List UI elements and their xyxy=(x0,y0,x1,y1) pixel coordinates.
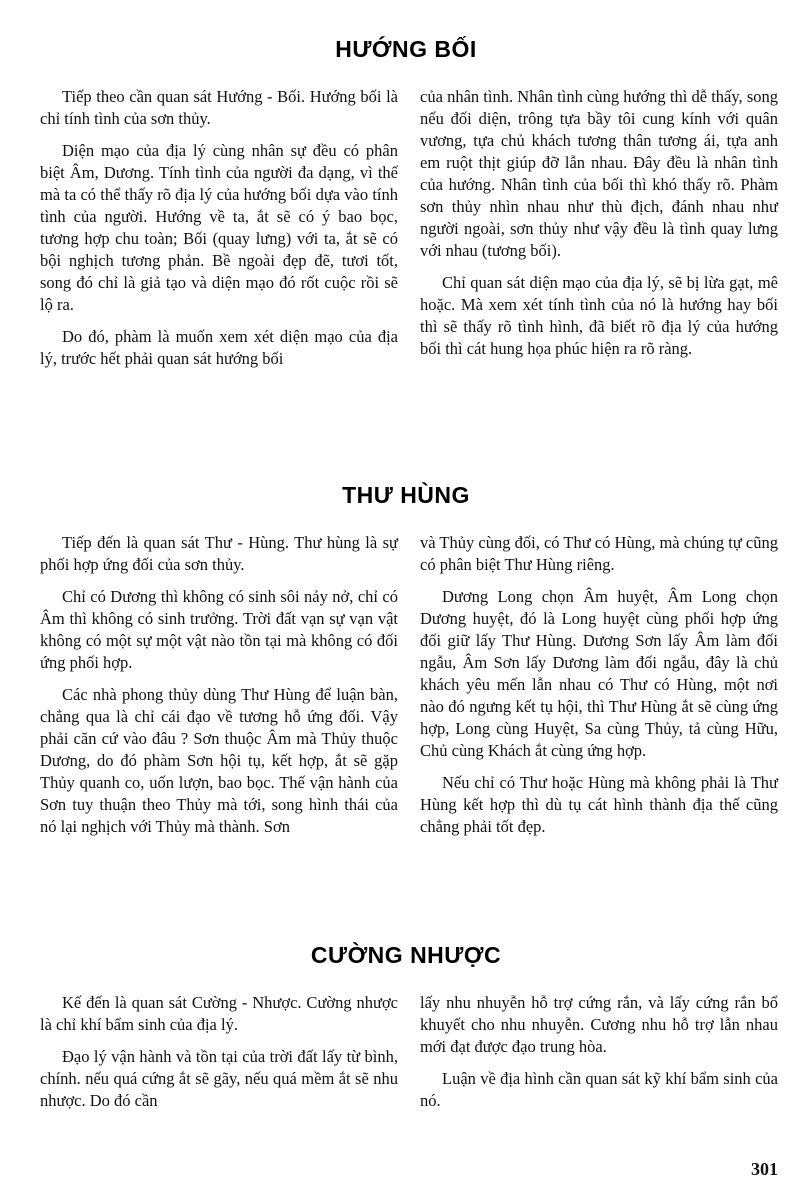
paragraph: Các nhà phong thủy dùng Thư Hùng để luận bàn, chẳng qua là chỉ cái đạo về tương hỗ ứng đối. Vậy phải căn cứ vào đâu ? Sơn thuộc Âm mà Thủy thuộc Dương, do đó phàm Sơn hội tụ, kết hợp, ắt sẽ gặp Thủy quanh co, uốn lượn, bao bọc. Thế vận hành của Sơn tuy thuận theo Thủy mà tới, song hình thái của nó lại nghịch với Thủy mà thành. Sơn xyxy=(40,685,398,836)
paragraph: và Thủy cùng đối, có Thư có Hùng, mà chúng tự cũng có phân biệt Thư Hùng riêng. xyxy=(420,533,778,574)
paragraph: Nếu chỉ có Thư hoặc Hùng mà không phải là Thư Hùng kết hợp thì dù tụ cát hình thành địa thế cũng chẳng phải tốt đẹp. xyxy=(420,773,778,836)
paragraph: Kế đến là quan sát Cường - Nhược. Cường nhược là chỉ khí bẩm sinh của địa lý. xyxy=(40,993,398,1034)
section-2-left-column xyxy=(40,532,398,848)
section-1-right-column xyxy=(420,86,778,370)
section-2-right-column xyxy=(420,532,778,848)
page-number: 301 xyxy=(751,1159,778,1179)
paragraph: Tiếp đến là quan sát Thư - Hùng. Thư hùng là sự phối hợp ứng đối của sơn thủy. xyxy=(40,533,398,574)
paragraph: Do đó, phàm là muốn xem xét diện mạo của địa lý, trước hết phải quan sát hướng bối xyxy=(40,327,398,368)
paragraph: Đạo lý vận hành và tồn tại của trời đất lấy từ bình, chính. nếu quá cứng ắt sẽ gãy, nếu quá mềm ắt sẽ nhu nhược. Do đó cần xyxy=(40,1047,398,1110)
section-title-cuong-nhuoc: CƯỜNG NHƯỢC xyxy=(310,942,502,968)
section-title-thu-hung: THƯ HÙNG xyxy=(342,482,470,508)
paragraph: Chỉ quan sát diện mạo của địa lý, sẽ bị lừa gạt, mê hoặc. Mà xem xét tính tình của nó là hướng hay bối thì sẽ thấy rõ tình hình, đã biết rõ địa lý của hướng bối thì cát hung họa phúc hiện ra rõ ràng. xyxy=(420,273,778,358)
paragraph: Luận về địa hình cần quan sát kỹ khí bẩm sinh của nó. xyxy=(420,1069,778,1110)
section-title-huong-boi: HƯỚNG BỐI xyxy=(335,36,477,62)
section-3-left-column xyxy=(40,992,398,1122)
paragraph: của nhân tình. Nhân tình cùng hướng thì dễ thấy, song nếu đối diện, trông tựa bầy tôi cung kính với quân vương, tựa chủ khách tương thân tương ái, tựa anh em ruột thịt giúp đỡ lẫn nhau. Đây đều là nhân tình của hướng. Nhân tình của bối thì khó thấy rõ. Phàm sơn thủy nhìn nhau như thù địch, đánh nhau như người ngoài, sơn thủy như vậy đều là tình quay lưng với nhau (tương bối). xyxy=(420,87,778,260)
section-3-right-column xyxy=(420,992,778,1122)
paragraph: Tiếp theo cần quan sát Hướng - Bối. Hướng bối là chỉ tính tình của sơn thủy. xyxy=(40,87,398,128)
paragraph: Dương Long chọn Âm huyệt, Âm Long chọn Dương huyệt, đó là Long huyệt cùng phối hợp ứng đối giữ lấy Thư Hùng. Dương Sơn lấy Âm làm đối ngẫu, Âm Sơn lấy Dương làm đối ngẫu, đây là chủ khách yêu mến lẫn nhau có Thư có Hùng, một nơi nào đó ngưng kết tụ hội, thì Thư Hùng ắt sẽ cùng ứng hợp, Long cùng Huyệt, Sa cùng Thủy, tả cùng Hữu, Chủ cùng Khách ắt cùng ứng hợp. xyxy=(420,587,778,760)
paragraph: Diện mạo của địa lý cùng nhân sự đều có phân biệt Âm, Dương. Tính tình của người đa dạng, vì thế mà ta có thể thấy rõ địa lý của hướng bối dựa vào tính tình của người. Hướng về ta, ắt sẽ có ý bao bọc, tương hợp chu toàn; Bối (quay lưng) với ta, ắt sẽ có bội nghịch tương phản. Bề ngoài đẹp đẽ, tươi tốt, song đó chỉ là giả tạo và diện mạo đó rốt cuộc rồi sẽ lộ ra. xyxy=(40,141,398,314)
paragraph: Chỉ có Dương thì không có sinh sôi nảy nở, chỉ có Âm thì không có sinh trưởng. Trời đất vạn sự vạn vật không có một sự một vật nào tồn tại mà không có đối ứng phối hợp. xyxy=(40,587,398,672)
section-1-left-column xyxy=(40,86,398,380)
paragraph: lấy nhu nhuyễn hỗ trợ cứng rắn, và lấy cứng rắn bổ khuyết cho nhu nhuyễn. Cương nhu hỗ trợ lẫn nhau mới đạt được đạo trung hòa. xyxy=(420,993,778,1056)
